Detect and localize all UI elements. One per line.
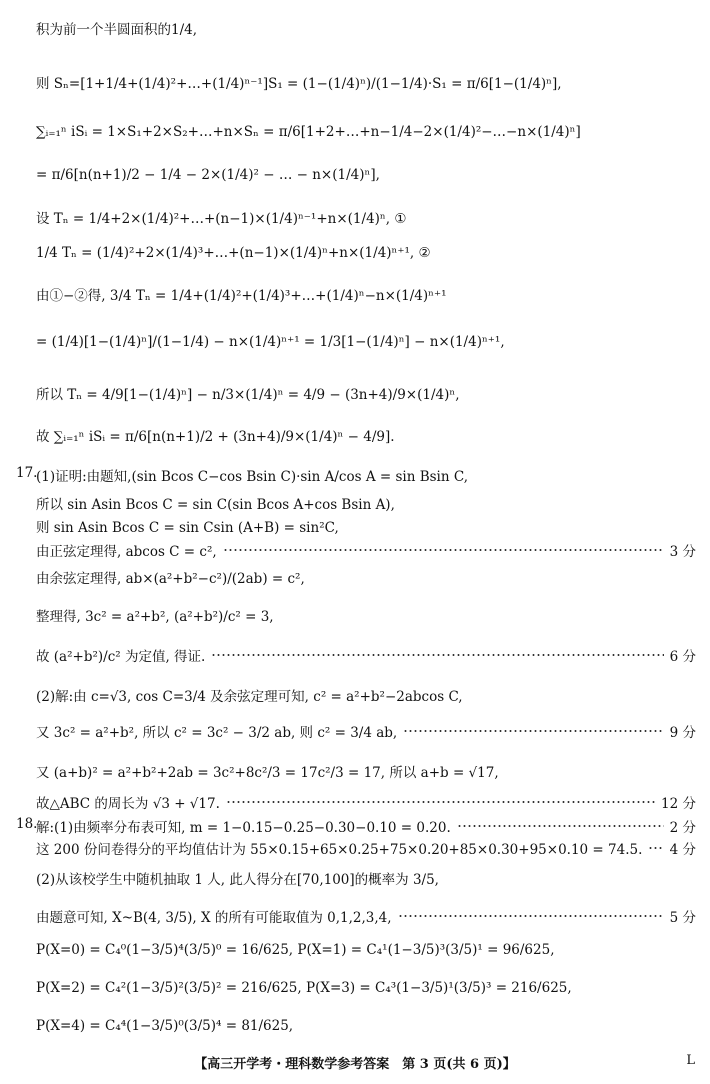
answer-text: 设 Tₙ = 1/4+2×(1/4)²+…+(n−1)×(1/4)ⁿ⁻¹+n×(1/4)ⁿ, ① xyxy=(36,211,407,227)
answer-text: 整理得, 3c² = a²+b², (a²+b²)/c² = 3, xyxy=(36,609,274,625)
score-mark: 4 分 xyxy=(669,842,696,858)
dot-leader xyxy=(457,825,664,827)
answer-text: 所以 Tₙ = 4/9[1−(1/4)ⁿ] − n/3×(1/4)ⁿ = 4/9 − (3n+4)/9×(1/4)ⁿ, xyxy=(36,387,460,403)
answer-text: 由余弦定理得, ab×(a²+b²−c²)/(2ab) = c², xyxy=(36,571,305,587)
answer-text: 所以 sin Asin Bcos C = sin C(sin Bcos A+cos Bsin A), xyxy=(36,497,395,513)
answer-text: (1)证明:由题知,(sin Bcos C−cos Bsin C)·sin A/cos A = sin Bsin C, xyxy=(36,469,468,485)
answer-text: 这 200 份问卷得分的平均值估计为 55×0.15+65×0.25+75×0.20+85×0.30+95×0.10 = 74.5. xyxy=(36,842,643,858)
answer-text: 故△ABC 的周长为 √3 + √17. xyxy=(36,796,220,812)
dot-leader xyxy=(403,730,664,732)
answer-text: = (1/4)[1−(1/4)ⁿ]/(1−1/4) − n×(1/4)ⁿ⁺¹ = 1/3[1−(1/4)ⁿ] − n×(1/4)ⁿ⁺¹, xyxy=(36,334,505,350)
answer-text: ∑ᵢ₌₁ⁿ iSᵢ = 1×S₁+2×S₂+…+n×Sₙ = π/6[1+2+…+n−1/4−2×(1/4)²−…−n×(1/4)ⁿ] xyxy=(36,124,581,140)
answer-text: 由正弦定理得, abcos C = c², xyxy=(36,544,217,560)
answer-text: 则 Sₙ=[1+1/4+(1/4)²+…+(1/4)ⁿ⁻¹]S₁ = (1−(1/4)ⁿ)/(1−1/4)·S₁ = π/6[1−(1/4)ⁿ], xyxy=(36,76,562,92)
problem-number: 17. xyxy=(16,465,38,481)
problem-number: 18. xyxy=(16,816,38,832)
answer-text: P(X=2) = C₄²(1−3/5)²(3/5)² = 216/625, P(X=3) = C₄³(1−3/5)¹(3/5)³ = 216/625, xyxy=(36,980,572,996)
answer-text: 由题意可知, X~B(4, 3/5), X 的所有可能取值为 0,1,2,3,4, xyxy=(36,910,392,926)
answer-text: 解:(1)由频率分布表可知, m = 1−0.15−0.25−0.30−0.10 = 0.20. xyxy=(36,820,451,836)
answer-text: 又 (a+b)² = a²+b²+2ab = 3c²+8c²/3 = 17c²/3 = 17, 所以 a+b = √17, xyxy=(36,765,499,781)
dot-leader xyxy=(223,549,664,551)
score-mark: 5 分 xyxy=(669,910,696,926)
dot-leader xyxy=(398,915,664,917)
answer-text: 故 ∑ᵢ₌₁ⁿ iSᵢ = π/6[n(n+1)/2 + (3n+4)/9×(1/4)ⁿ − 4/9]. xyxy=(36,429,395,445)
score-mark: 9 分 xyxy=(669,725,696,741)
score-mark: 3 分 xyxy=(669,544,696,560)
answer-text: P(X=4) = C₄⁴(1−3/5)⁰(3/5)⁴ = 81/625, xyxy=(36,1018,294,1034)
answer-text: (2)从该校学生中随机抽取 1 人, 此人得分在[70,100]的概率为 3/5, xyxy=(36,872,439,888)
answer-text: 由①−②得, 3/4 Tₙ = 1/4+(1/4)²+(1/4)³+…+(1/4)ⁿ−n×(1/4)ⁿ⁺¹ xyxy=(36,288,447,304)
answer-text: 故 (a²+b²)/c² 为定值, 得证. xyxy=(36,649,206,665)
answer-text: P(X=0) = C₄⁰(1−3/5)⁴(3/5)⁰ = 16/625, P(X=1) = C₄¹(1−3/5)³(3/5)¹ = 96/625, xyxy=(36,942,555,958)
answer-text: 又 3c² = a²+b², 所以 c² = 3c² − 3/2 ab, 则 c² = 3/4 ab, xyxy=(36,725,398,741)
dot-leader xyxy=(648,847,664,849)
score-mark: 6 分 xyxy=(669,649,696,665)
footer-mark: L xyxy=(686,1053,695,1068)
answer-text: = π/6[n(n+1)/2 − 1/4 − 2×(1/4)² − … − n×(1/4)ⁿ], xyxy=(36,167,380,183)
page-footer: 【高三开学考・理科数学参考答案 第 3 页(共 6 页)】 xyxy=(194,1057,516,1072)
score-mark: 2 分 xyxy=(669,820,696,836)
answer-text: 积为前一个半圆面积的1/4, xyxy=(36,22,198,38)
score-mark: 12 分 xyxy=(661,796,696,812)
answer-text: (2)解:由 c=√3, cos C=3/4 及余弦定理可知, c² = a²+b²−2abcos C, xyxy=(36,689,463,705)
answer-text: 1/4 Tₙ = (1/4)²+2×(1/4)³+…+(n−1)×(1/4)ⁿ+n×(1/4)ⁿ⁺¹, ② xyxy=(36,245,431,261)
dot-leader xyxy=(211,654,664,656)
dot-leader xyxy=(226,801,655,803)
answer-text: 则 sin Asin Bcos C = sin Csin (A+B) = sin²C, xyxy=(36,520,339,536)
